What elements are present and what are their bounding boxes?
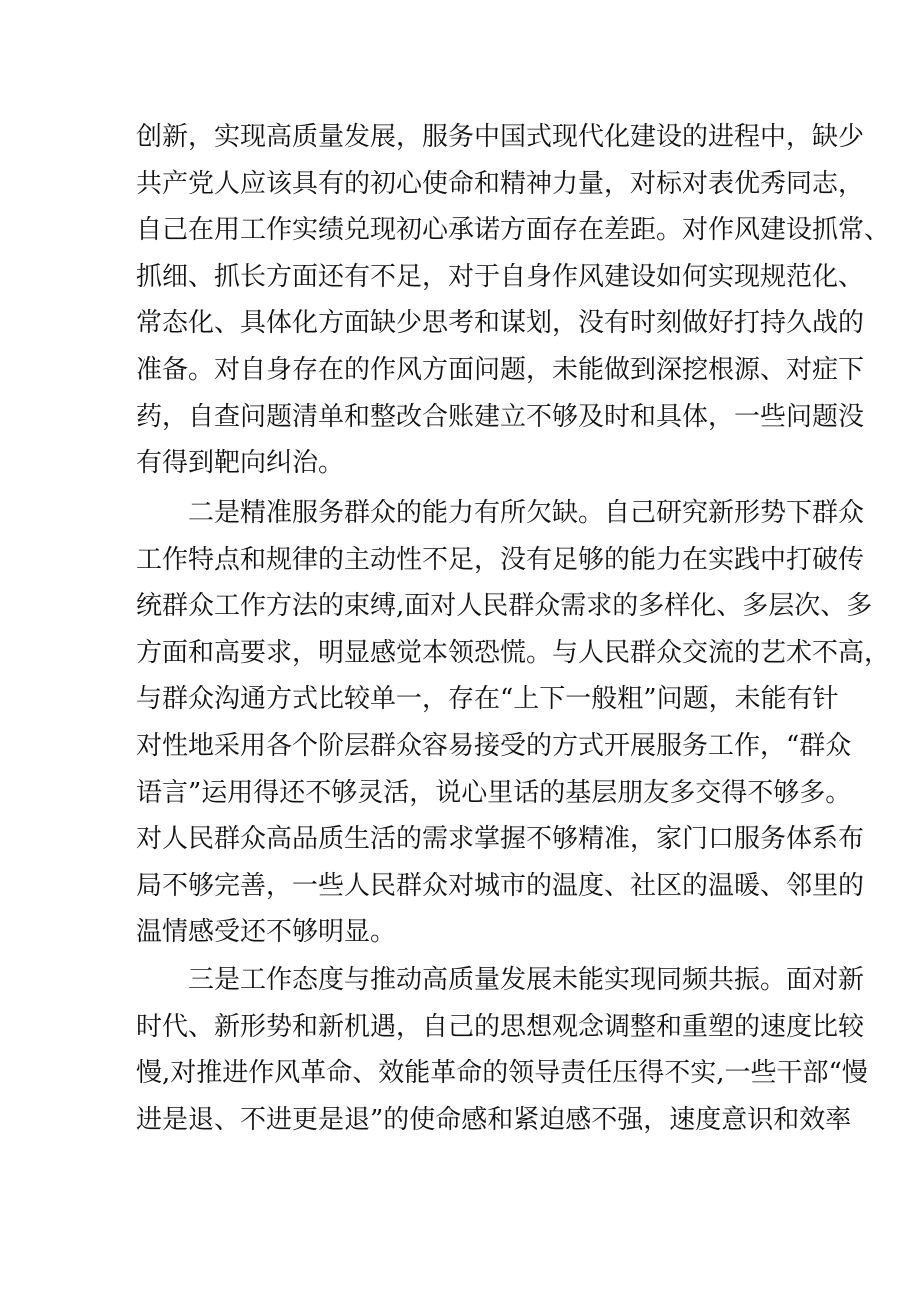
paragraph-first-line: 二是精准服务群众的能力有所欠缺。自己研究新形势下群众 <box>188 498 865 528</box>
text-line: 语言”运用得还不够灵活，说心里话的基层朋友多交得不够多。 <box>136 778 852 808</box>
text-line: 与群众沟通方式比较单一，存在“上下一般粗”问题，未能有针 <box>136 684 839 714</box>
text-line: 温情感受还不够明显。 <box>136 917 397 947</box>
text-line: 方面和高要求，明显感觉本领恐慌。与人民群众交流的艺术不高， <box>136 638 891 668</box>
text-line: 局不够完善，一些人民群众对城市的温度、社区的温暖、邻里的 <box>136 871 865 901</box>
text-line: 有得到靶向纠治。 <box>136 448 345 478</box>
text-line: 对性地采用各个阶层群众容易接受的方式开展服务工作，“群众 <box>136 731 852 761</box>
text-line: 共产党人应该具有的初心使命和精神力量，对标对表优秀同志， <box>136 169 865 199</box>
text-line: 对人民群众高品质生活的需求掌握不够精准，家门口服务体系布 <box>136 824 865 854</box>
text-line: 慢,对推进作风革命、效能革命的领导责任压得不实,一些干部“慢 <box>136 1058 868 1088</box>
text-line: 自己在用工作实绩兑现初心承诺方面存在差距。对作风建设抓常、 <box>136 215 891 245</box>
text-line: 进是退、不进更是退”的使命感和紧迫感不强，速度意识和效率 <box>136 1105 852 1135</box>
text-line: 抓细、抓长方面还有不足，对于自身作风建设如何实现规范化、 <box>136 262 865 292</box>
text-line: 常态化、具体化方面缺少思考和谋划，没有时刻做好打持久战的 <box>136 308 865 338</box>
paragraph-first-line: 三是工作态度与推动高质量发展未能实现同频共振。面对新 <box>188 965 865 995</box>
text-line: 创新，实现高质量发展，服务中国式现代化建设的进程中，缺少 <box>136 122 865 152</box>
text-line: 时代、新形势和新机遇，自己的思想观念调整和重塑的速度比较 <box>136 1012 865 1042</box>
text-line: 药，自查问题清单和整改合账建立不够及时和具体，一些问题没 <box>136 402 865 432</box>
text-line: 工作特点和规律的主动性不足，没有足够的能力在实践中打破传 <box>136 545 865 575</box>
text-line: 准备。对自身存在的作风方面问题，未能做到深挖根源、对症下 <box>136 355 865 385</box>
text-line: 统群众工作方法的束缚,面对人民群众需求的多样化、多层次、多 <box>136 591 873 621</box>
